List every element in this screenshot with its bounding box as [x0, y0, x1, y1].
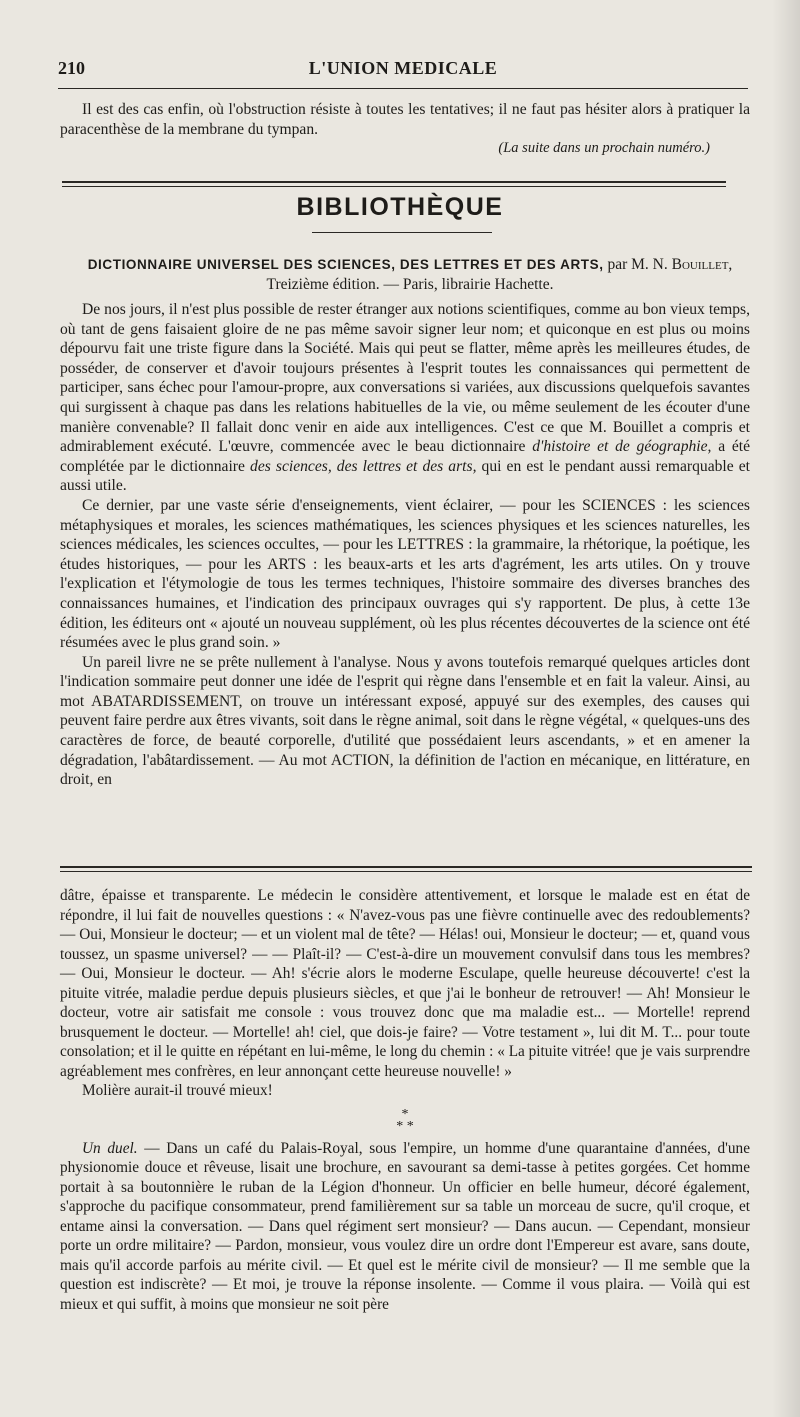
book-title: DICTIONNAIRE UNIVERSEL DES SCIENCES, DES LETTRES ET DES ARTS, [87, 257, 604, 272]
feuilleton-rule-thin [60, 871, 752, 872]
section-title: BIBLIOTHÈQUE [296, 193, 504, 221]
asterism: * * * [396, 1106, 414, 1134]
book-edition: Treizième édition. — Paris, librairie Hachette. [266, 276, 554, 293]
review-paragraph-1: De nos jours, il n'est plus possible de rester étranger aux notions scientifiques, comme au bon vieux temps, où tant de gens faisaient gloire de ne pas même savoir signer leur nom; et quiconque en est plus ou moins dépourvu fait une triste figure dans la Société. Mais qui peut se flatter, même après les meilleures études, de posséder, de conserver et d'avoir toujours présentes à l'esprit toutes les connaissances qui permettent de participer, sans échec pour l'amour-propre, aux conversations si variées, aux discussions quelquefois savantes qui surgissent à chaque pas dans les relations habituelles de la vie, ou même seulement de les écouter d'une manière convenable? Il fallait donc venir en aide aux intelligences. C'est ce que M. Bouillet a compris et admirablement exécuté. L'œuvre, commencée avec le beau dictionnaire d'histoire et de géographie, a été complétée par le dictionnaire des sciences, des lettres et des arts, qui en est le pendant aussi remarquable et aussi utile. [60, 301, 751, 495]
continued-note: (La suite dans un prochain numéro.) [498, 140, 710, 157]
intro-text [60, 100, 750, 159]
journal-title: L'UNION MEDICALE [308, 58, 498, 78]
running-head [58, 58, 748, 84]
intro-paragraph: Il est des cas enfin, où l'obstruction résiste à toutes les tentatives; il ne faut pas hésiter alors à pratiquer la paracenthèse de la membrane du tympan. [60, 101, 750, 138]
section-title-underline [312, 232, 492, 233]
feuilleton-text [60, 886, 750, 1314]
feuilleton-paragraph-1: dâtre, épaisse et transparente. Le médecin le considère attentivement, et lorsque le malade est en état de répondre, il lui fait de nouvelles questions : « N'avez-vous pas une fièvre continuelle avec des redoublements? — Oui, Monsieur le docteur; — et un violent mal de tête? — Hélas! oui, Monsieur le docteur; — et, quand vous toussez, un spasme universel? — — Plaît-il? — C'est-à-dire un mouvement convulsif dans tous les membres? — Oui, Monsieur le docteur. — Ah! s'écrie alors le moderne Esculape, quelle heureuse découverte! c'est la pituite vitrée, maladie perdue depuis plusieurs siècles, et que j'ai le bonheur de retrouver! — Ah! Monsieur le docteur, votre air satisfait me console : vous trouvez donc que ma maladie est... — Mortelle! reprend brusquement le docteur. — Mortelle! ah! ciel, que dois-je faire? — Votre testament », lui dit M. T... pour toute consolation; et il le quitte en répétant en lui-même, le long du chemin : « La pituite vitrée! que je vais surprendre agréablement mes confrères, en leur annonçant cette heureuse nouvelle! » [60, 887, 750, 1080]
section-rule-top [62, 181, 726, 183]
review-paragraph-3: Un pareil livre ne se prête nullement à l'analyse. Nous y avons toutefois remarqué quelques articles dont l'indication sommaire peut donner une idée de l'esprit qui règne dans l'ensemble et en fait la valeur. Ainsi, au mot ABATARDISSEMENT, on trouve un intéressant exposé, appuyé sur des exemples, des causes qui peuvent faire perdre aux êtres vivants, soit dans le règne animal, soit dans le règne végétal, « quelques-uns des caractères de force, de beauté corporelle, d'utilité que possédaient leurs ascendants, » et en amener la dégradation, l'abâtardissement. — Au mot ACTION, la définition de l'action en mécanique, en littérature, en droit, en [60, 653, 750, 789]
book-author: Bouillet, [671, 256, 733, 273]
review-text [60, 300, 750, 790]
section-rule-bottom [62, 186, 726, 187]
feuilleton-paragraph-3: Un duel. — Dans un café du Palais-Royal, sous l'empire, un homme d'une quarantaine d'années, d'une physionomie douce et rêveuse, lisait une brochure, en savourant sa demi-tasse à petites gorgées. Cet homme portait à sa boutonnière le ruban de la Légion d'honneur. Un officier en belle humeur, décoré également, s'approche du pacifique consommateur, prend familièrement sur sa table un morceau de sucre, qu'il croque, et entame ainsi la conversation. — Dans quel régiment sert monsieur? — Dans aucun. — Cependant, monsieur porte un ordre militaire? — Pardon, monsieur, vous voulez dire un ordre dont l'Empereur est avare, sans doute, mais qu'il accorde parfois au mérite civil. — Et quel est le mérite civil de monsieur? — Il me semble que la question est indiscrète? — Et moi, je trouve la réponse insolente. — Comme il vous plaira. — Voilà qui est mieux et qui suffit, à moins que monsieur ne soit père [60, 1139, 750, 1313]
header-rule [58, 88, 748, 89]
book-heading [60, 255, 760, 295]
book-by: par M. N. [607, 256, 668, 273]
review-paragraph-2: Ce dernier, par une vaste série d'enseignements, vient éclairer, — pour les SCIENCES : les sciences métaphysiques et morales, les sciences mathématiques, les sciences physiques et les sciences naturelles, les sciences médicales, les sciences occultes, — pour les LETTRES : la grammaire, la rhétorique, la poétique, les études historiques, — pour les ARTS : les beaux-arts et les arts d'agrément, les arts utiles. On y trouve l'explication et l'étymologie de tous les termes techniques, l'histoire sommaire des diverses branches des connaissances humaines, et l'indication des principaux ouvrages qui s'y rapportent. De plus, à cette 13e édition, les éditeurs ont « ajouté un nouveau supplément, où les plus récentes découvertes de la science ont été résumées avec le plus grand soin. » [60, 496, 750, 652]
page-number: 210 [58, 58, 85, 78]
feuilleton-paragraph-2: Molière aurait-il trouvé mieux! [82, 1082, 273, 1099]
feuilleton-rule [60, 866, 752, 868]
